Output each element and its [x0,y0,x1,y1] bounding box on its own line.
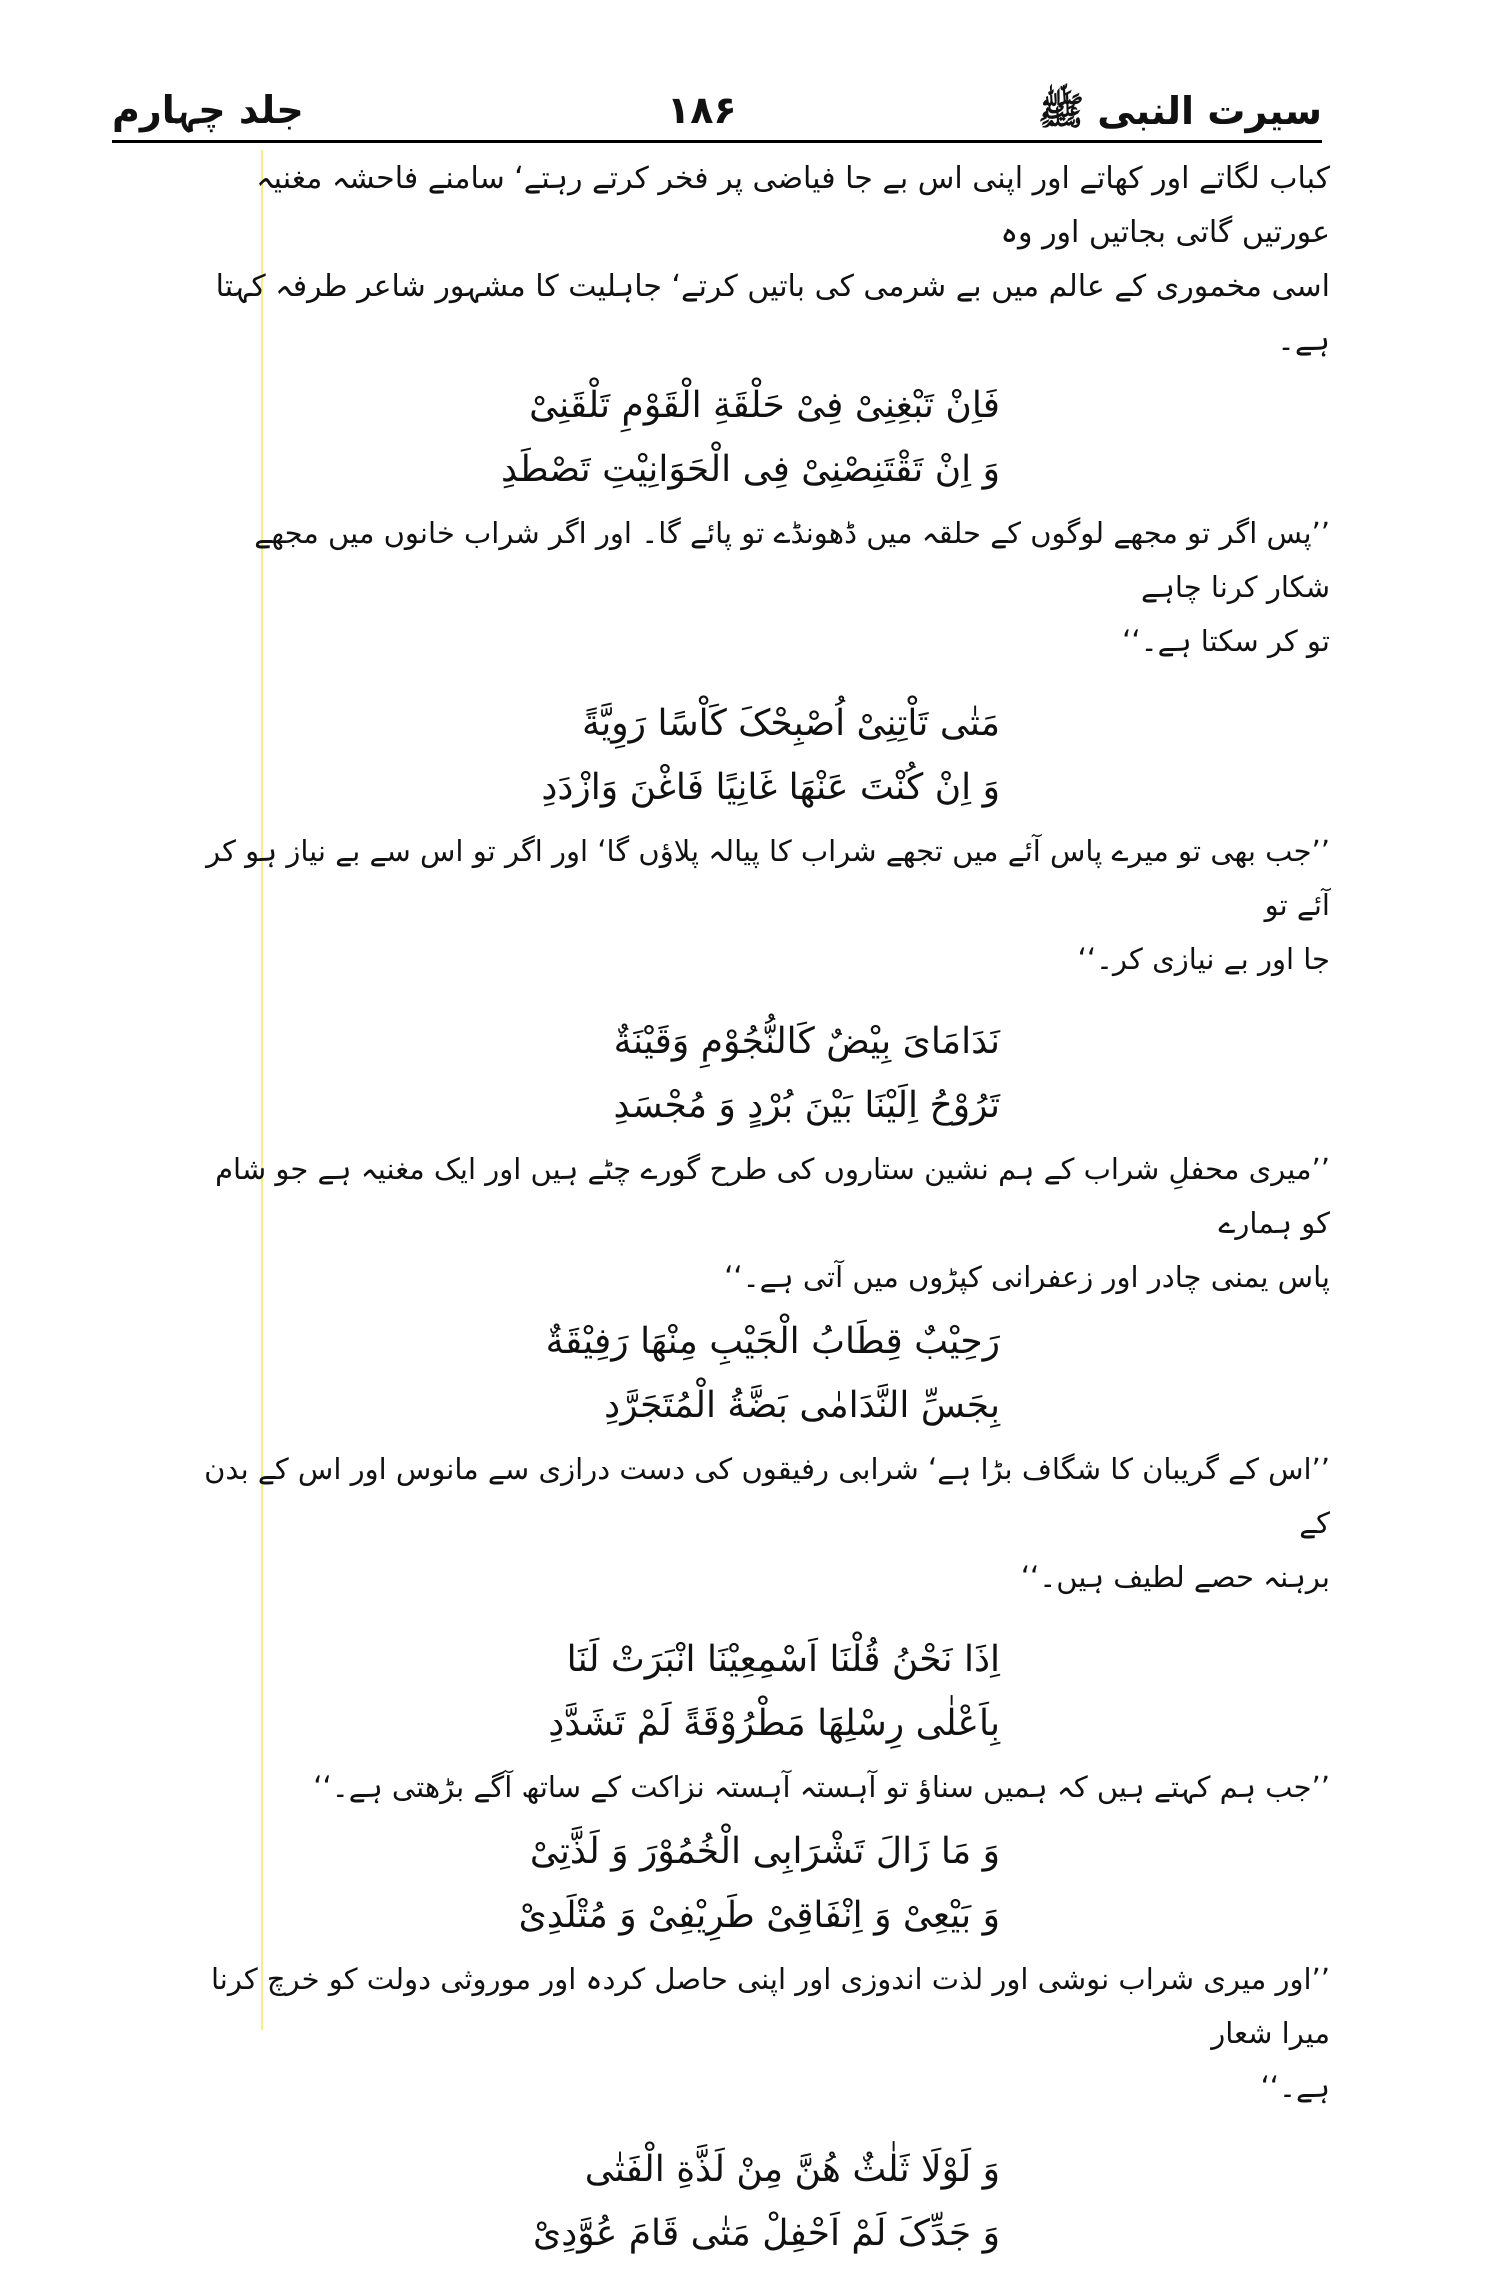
text-line: ہے۔‘‘ [1260,2070,1330,2104]
book-title: سیرت النبی ﷺ [1038,89,1322,133]
text-line: ’’اور میری شراب نوشی اور لذت اندوزی اور اپنی حاصل کردہ اور موروثی دولت کو خرچ کرنا میرا شعار [210,1962,1330,2050]
arabic-verse: وَ لَوْلَا ثَلٰثٌ هُنَّ مِنْ لَذَّةِ الْفَتٰی [584,2149,1000,2190]
text-line: ’’جب بھی تو میرے پاس آئے میں تجھے شراب کا پیالہ پلاؤں گا‘ اور اگر تو اس سے بے نیاز ہو کر آئے تو [206,834,1330,922]
verse-couplet [190,374,1330,502]
text-line: جا اور بے نیازی کر۔‘‘ [1077,942,1330,976]
volume-label: جلد چہارم [112,88,304,132]
page-number: ۱۸۶ [667,88,737,132]
header-rule [112,140,1322,143]
text-line: تو کر سکتا ہے۔‘‘ [1122,624,1330,658]
arabic-verse: وَ مَا زَالَ تَشْرَابِی الْخُمُوْرَ وَ لَذَّتِیْ [529,1831,1000,1872]
arabic-verse: مَتٰی تَاْتِنِیْ اُصْبِحْکَ کَاْسًا رَوِیَّةً [581,703,1000,744]
running-header [112,82,1322,138]
text-line: پاس یمنی چادر اور زعفرانی کپڑوں میں آتی ہے۔‘‘ [724,1260,1330,1294]
urdu-translation [190,1142,1330,1304]
urdu-translation [190,1760,1330,1814]
verse-couplet [190,1820,1330,1948]
text-line: اسی مخموری کے عالم میں بے شرمی کی باتیں کرتے‘ جاہلیت کا مشہور شاعر طرفہ کہتا ہے۔ [215,269,1330,358]
text-line: برہنہ حصے لطیف ہیں۔‘‘ [1020,1560,1330,1594]
arabic-verse: بِاَعْلٰی رِسْلِهَا مَطْرُوْقَةً لَمْ تَشَدَّدِ [548,1703,1000,1744]
urdu-translation [190,824,1330,986]
arabic-verse: رَحِیْبٌ قِطَابُ الْجَیْبِ مِنْهَا رَفِیْقَةٌ [545,1321,1000,1362]
text-line: ’’اس کے گریبان کا شگاف بڑا ہے‘ شرابی رفیقوں کی دست درازی سے مانوس اور اس کے بدن کے [204,1452,1330,1540]
verse-couplet [190,692,1330,820]
arabic-verse: فَاِنْ تَبْغِنِیْ فِیْ حَلْقَةِ الْقَوْمِ تَلْقَنِیْ [529,385,1000,426]
arabic-verse: وَ اِنْ کُنْتَ عَنْهَا غَانِیًا فَاغْنَ وَازْدَدِ [541,767,1000,808]
arabic-verse: نَدَامَایَ بِیْضٌ کَالنُّجُوْمِ وَقَیْنَةٌ [613,1021,1000,1062]
verse-couplet [190,1010,1330,1138]
text-line: ’’میری محفلِ شراب کے ہم نشین ستاروں کی طرح گورے چٹے ہیں اور ایک مغنیہ ہے جو شام کو ہمارے [215,1152,1330,1240]
urdu-translation [190,1442,1330,1604]
verse-couplet [190,1310,1330,1438]
text-line: ’’پس اگر تو مجھے لوگوں کے حلقہ میں ڈھونڈے تو پائے گا۔ اور اگر شراب خانوں میں مجھے شکار کرنا چاہے [254,516,1330,604]
arabic-verse: اِذَا نَحْنُ قُلْنَا اَسْمِعِیْنَا انْبَرَتْ لَنَا [566,1639,1000,1680]
text-line: ’’جب ہم کہتے ہیں کہ ہمیں سناؤ تو آہستہ آہستہ نزاکت کے ساتھ آگے بڑھتی ہے۔‘‘ [313,1770,1330,1804]
arabic-verse: وَ بَیْعِیْ وَ اِنْفَاقِیْ طَرِیْفِیْ وَ مُتْلَدِیْ [518,1895,1000,1936]
urdu-translation [190,1952,1330,2114]
text-line: کباب لگاتے اور کھاتے اور اپنی اس بے جا فیاضی پر فخر کرتے رہتے‘ سامنے فاحشہ مغنیہ عورتیں گاتی بجاتیں اور وہ [256,161,1330,250]
arabic-verse: وَ اِنْ تَقْتَنِصْنِیْ فِی الْحَوَانِیْتِ تَصْطَدِ [500,449,1000,490]
urdu-translation [190,506,1330,668]
intro-paragraph [190,152,1330,368]
arabic-verse: تَرُوْحُ اِلَیْنَا بَیْنَ بُرْدٍ وَ مُجْسَدِ [613,1085,1000,1126]
page-body [190,152,1330,2270]
arabic-verse: بِجَسِّ النَّدَامٰی بَضَّةُ الْمُتَجَرَّدِ [604,1385,1000,1426]
arabic-verse: وَ جَدِّکَ لَمْ اَحْفِلْ مَتٰی قَامَ عُوَّدِیْ [533,2213,1000,2254]
verse-couplet [190,1628,1330,1756]
verse-couplet [190,2138,1330,2266]
